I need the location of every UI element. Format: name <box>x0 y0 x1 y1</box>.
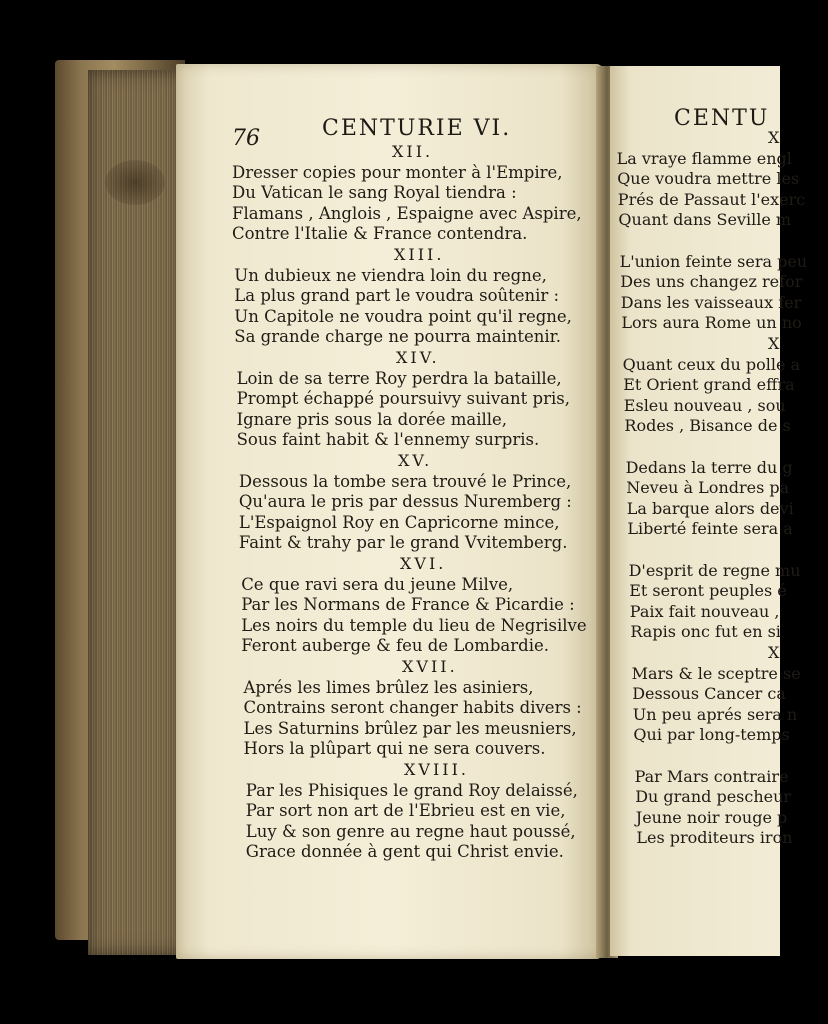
verse-line: L'Espaignol Roy en Capricorne mince, <box>238 512 560 532</box>
verse-line: Les proditeurs iron <box>636 828 793 848</box>
verse-line: Loin de sa terre Roy perdra la bataille, <box>236 368 562 388</box>
verse-line: Et seront peuples é <box>629 581 787 601</box>
verse-line: Liberté feinte sera a <box>627 519 793 539</box>
stanza-numeral: XVIII. <box>404 760 469 779</box>
verse-line: Qui par long-temps <box>633 725 790 745</box>
verse-line: Rapis onc fut en si <box>630 622 781 642</box>
verse-line: Rodes , Bisance de s <box>624 416 791 436</box>
verse-line: Dessous la tombe sera trouvé le Prince, <box>238 471 572 491</box>
verse-line: Aprés les limes brûlez les asiniers, <box>243 677 534 697</box>
verse-line: Dresser copies pour monter à l'Empire, <box>232 162 563 182</box>
verse-line: Mars & le sceptre se <box>631 663 801 683</box>
verse-line: Les Saturnins brûlez par les meusniers, <box>243 718 577 738</box>
verse-line: Prompt échappé poursuivy suivant pris, <box>236 389 570 409</box>
verse-line: Ignare pris sous la dorée maille, <box>236 409 508 429</box>
stanza-numeral: XII. <box>392 142 434 161</box>
right-page <box>610 66 808 956</box>
verse-line: Jeune noir rouge p <box>635 807 788 827</box>
verse-line: Du Vatican le sang Royal tiendra : <box>232 183 517 203</box>
verse-line: Dedans la terre du g <box>625 457 793 477</box>
verse-line: La vraye flamme engl <box>616 148 792 168</box>
stanza-numeral: X <box>768 643 780 662</box>
stanza-numeral: XIII. <box>394 245 445 264</box>
left-page-header: CENTURIE VI. <box>322 116 512 141</box>
verse-line: La plus grand part le voudra soûtenir : <box>234 286 560 306</box>
verse-line: Grace donnée à gent qui Christ envie. <box>245 842 564 862</box>
verse-line: Dessous Cancer ca <box>632 684 786 704</box>
verse-line: Par les Phisiques le grand Roy delaissé, <box>245 780 578 800</box>
stanza-numeral: XIV. <box>396 348 440 367</box>
verse-line: Faint & trahy par le grand Vvitemberg. <box>238 533 568 553</box>
verse-line: Que voudra mettre les <box>617 169 800 189</box>
verse-line: Sa grande charge ne pourra maintenir. <box>234 327 561 347</box>
stanza-numeral: X <box>768 334 780 353</box>
stanza-numeral: X <box>768 128 780 147</box>
verse-line: Par les Normans de France & Picardie : <box>241 595 575 615</box>
verse-line: Un dubieux ne viendra loin du regne, <box>234 265 547 285</box>
verse-line: Luy & son genre au regne haut poussé, <box>245 821 576 841</box>
page-stain <box>105 160 165 205</box>
page-number: 76 <box>232 126 260 151</box>
verse-line: Paix fait nouveau , <box>629 601 780 621</box>
verse-line: Quant dans Seville m <box>618 210 792 230</box>
verse-line: La barque alors devi <box>626 498 794 518</box>
verse-line: Les noirs du temple du lieu de Negrisilve <box>241 615 587 635</box>
verse-line: Prés de Passaut l'exerc <box>617 189 806 209</box>
verse-line: Contrains seront changer habits divers : <box>243 698 582 718</box>
verse-line: Un peu aprés sera n <box>632 704 798 724</box>
verse-line: Et Orient grand effra <box>623 375 795 395</box>
verse-line: Ce que ravi sera du jeune Milve, <box>241 574 514 594</box>
verse-line: Esleu nouveau , sou <box>623 395 786 415</box>
verse-line: Quant ceux du polle a <box>622 354 801 374</box>
verse-line: Sous faint habit & l'ennemy surpris. <box>236 430 540 450</box>
stanza-numeral: XV. <box>398 451 433 470</box>
verse-line: Des uns changez refor <box>620 272 803 292</box>
verse-line: Lors aura Rome un no <box>621 313 802 333</box>
stanza-numeral: XVII. <box>402 657 458 676</box>
verse-line: Flamans , Anglois , Espaigne avec Aspire, <box>232 203 582 223</box>
verse-line: L'union feinte sera peu <box>619 251 808 271</box>
verse-line: D'esprit de regne mu <box>628 560 801 580</box>
verse-line: Dans les vaisseaux fer <box>620 292 802 312</box>
verse-line: Un Capitole ne voudra point qu'il regne, <box>234 306 572 326</box>
verse-line: Hors la plûpart qui ne sera couvers. <box>243 739 546 759</box>
verse-line: Feront auberge & feu de Lombardie. <box>241 636 549 656</box>
right-page-header: CENTU <box>674 106 770 131</box>
verse-line: Du grand pescheur <box>635 787 792 807</box>
verse-line: Contre l'Italie & France contendra. <box>232 224 528 244</box>
verse-line: Par sort non art de l'Ebrieu est en vie, <box>245 801 566 821</box>
verse-line: Par Mars contraire <box>634 766 789 786</box>
stanza-numeral: XVI. <box>400 554 447 573</box>
verse-line: Qu'aura le pris par dessus Nuremberg : <box>238 492 572 512</box>
verse-line: Neveu à Londres pa <box>626 478 790 498</box>
